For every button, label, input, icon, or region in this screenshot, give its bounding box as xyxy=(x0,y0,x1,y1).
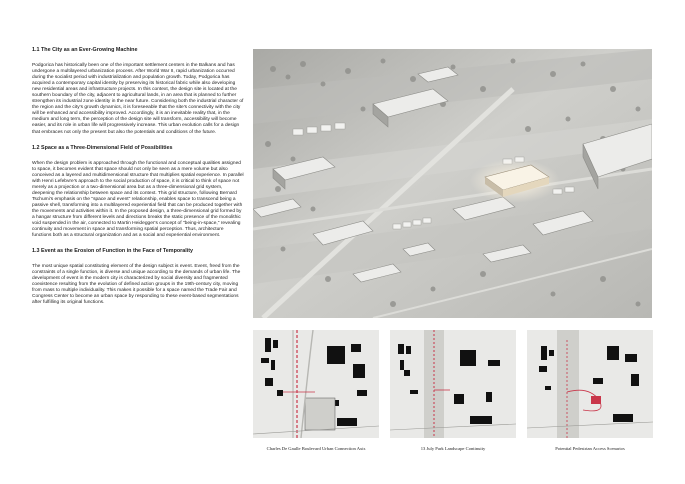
pedestrian-access-diagram xyxy=(527,330,653,438)
pedestrian-access-map xyxy=(527,330,653,438)
urban-axis-map xyxy=(253,330,379,438)
section-heading-event: 1.3 Event as the Erosion of Function in the Face of Temporality xyxy=(32,248,194,255)
diagram-caption-park-continuity: 13 July Park Landscape Continuity xyxy=(420,446,486,451)
section-body-event: The most unique spatial constituting element of the design subject is event. Event, freed from the constraints of a single function, is diverse and unique according to the demands of urban life. The development of event in the modern city is characterized by social diversity and fragmented coexistence resulting from the evolution of defined action groups in the 19th-century city, moving from mass to multiple individuality. This makes it possible for a space named the Trade Fair and Congress Center to become an urban space by responding to these event-based segmentations after fulfilling its original functions. xyxy=(32,264,241,306)
urban-axis-diagram xyxy=(253,330,379,438)
site-model-photo xyxy=(253,49,652,318)
section-body-space-field: When the design problem is approached through the functional and conceptual qualities assigned to space, it becomes evident that space should not only be seen as a mere volume but also conceived as a layered and multidimensional structure that multiplies spatial experience. In parallel with Henri Lefebvre's approach to the social production of space, it is critical to think of space not merely as a projection or a two-dimensional area but as a three-dimensional grid system, deepening the relationship between space and its context. This grid structure, following Bernard Tschumi's emphasis on the "space and event" relationship, enables space to transcend being a passive shell, transforming into a multilayered experiential field that can be produced together with the movements and activities within it. In the proposed design, a three-dimensional grid formed by a hangar structure from different levels and directions breaks the static presence of the monolithic void suspended in the air, connected to Martin Heidegger's concept of "being-in-space," revealing continuity and movement in space and transforming spatial perception. Thus, architecture functions both as a structural organization and as a social and experiential environment. xyxy=(32,160,244,239)
site-model-illustration xyxy=(253,49,652,318)
park-continuity-map xyxy=(390,330,516,438)
diagram-caption-urban-axis: Charles De Gaulle Boulevard Urban Connection Axis xyxy=(266,446,366,451)
diagram-caption-pedestrian-access: Potential Pedestrian Access Scenarios xyxy=(555,446,625,451)
section-body-city-machine: Podgorica has historically been one of the important settlement centers in the Balkans and has undergone a multilayered urbanization process. After World War II, rapid urbanization occurred during the socialist period with industrialization and population growth. Today, Podgorica has acquired a contemporary capital identity by preserving its historical fabric while also developing new residential areas and infrastructure projects. In this context, the design site is located at the southern boundary of the city, adjacent to agricultural lands, in an area that is planned to further strengthen its industrial zone identity in the near future. Considering both the industrial character of the region and the city's growth dynamics, it is foreseeable that the site's connectivity with the city will be enhanced and accessibility improved. Accordingly, it is an inevitable reality that, in the medium and long term, the perception of the design site will transform, accessibility will become easier, and its role in urban life will progressively increase. This urban evolution calls for a design that embraces not only the present but also the potentials and conditions of the future. xyxy=(32,63,244,135)
text-column xyxy=(32,47,244,316)
section-heading-space-field: 1.2 Space as a Three-Dimensional Field of Possibilities xyxy=(32,144,173,151)
section-heading-city-machine: 1.1 The City as an Ever-Growing Machine xyxy=(32,47,138,53)
park-continuity-diagram xyxy=(390,330,516,438)
